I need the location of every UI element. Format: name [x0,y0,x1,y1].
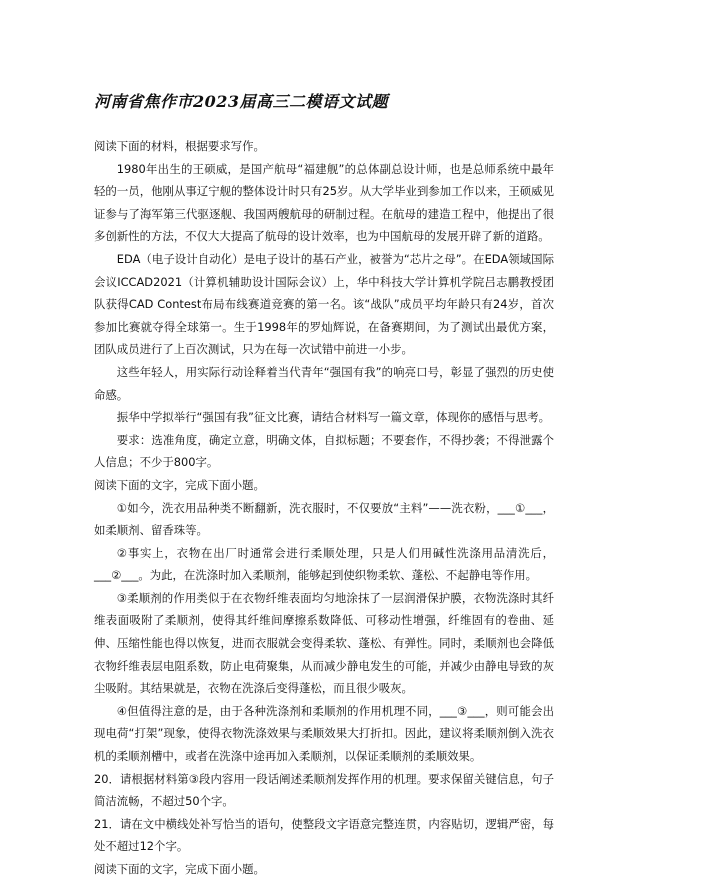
paragraph: 振华中学拟举行“强国有我”征文比赛，请结合材料写一篇文章，体现你的感悟与思考。 [116,410,551,425]
document-body [94,135,554,881]
paragraph: ①如今，洗衣用品种类不断翻新，洗衣服时，不仅要放“主料”——洗衣粉，___①___，如柔顺剂、留香珠等。 [94,500,554,538]
paragraph: 这些年轻人，用实际行动诠释着当代青年“强国有我”的响亮口号，彰显了强烈的历史使命感。 [94,364,554,402]
question-21: 21．请在文中横线处补写恰当的语句，使整段文字语意完整连贯，内容贴切，逻辑严密，每处不超过12个字。 [94,816,554,854]
paragraph: 阅读下面的材料，根据要求写作。 [94,139,265,153]
document-title: 河南省焦作市2023届高三二模语文试题 [94,92,389,111]
paragraph: 要求：选准角度，确定立意，明确文体，自拟标题；不要套作，不得抄袭；不得泄露个人信息；不少于800字。 [94,432,554,470]
paragraph: 阅读下面的文字，完成下面小题。 [94,477,265,492]
paragraph: ④但值得注意的是，由于各种洗涤剂和柔顺剂的作用机理不同，___③___，则可能会出现电荷“打架”现象，使得衣物洗涤效果与柔顺效果大打折扣。因此，建议将柔顺剂倒入洗衣机的柔顺剂槽中，或者在洗涤中途再加入柔顺剂，以保证柔顺剂的柔顺效果。 [94,703,554,764]
paragraph: 阅读下面的文字，完成下面小题。 [94,862,265,876]
paragraph: ③柔顺剂的作用类似于在衣物纤维表面均匀地涂抹了一层润滑保护膜，衣物洗涤时其纤维表面吸附了柔顺剂，使得其纤维间摩擦系数降低、可移动性增强，纤维固有的卷曲、延伸、压缩性能也得以恢复，进而衣服就会变得柔软、蓬松、有弹性。同时，柔顺剂也会降低衣物纤维表层电阻系数，防止电荷聚集，从而减少静电发生的可能，并减少由静电导致的灰尘吸附。其结果就是，衣物在洗涤后变得蓬松，而且很少吸灰。 [94,590,554,696]
paragraph: EDA（电子设计自动化）是电子设计的基石产业，被誉为“芯片之母”。在EDA领域国际会议ICCAD2021（计算机辅助设计国际会议）上，华中科技大学计算机学院吕志鹏教授团队获得CAD Contest布局布线赛道竞赛的第一名。该“战队”成员平均年龄只有24岁，首次参加比赛就夺得全球第一。生于1998年的罗灿辉说，在备赛期间，为了测试出最优方案，团队成员进行了上百次测试，只为在每一次试错中前进一小步。 [94,251,554,357]
paragraph: 1980年出生的王硕威，是国产航母“福建舰”的总体副总设计师，也是总师系统中最年轻的一员，他刚从事辽宁舰的整体设计时只有25岁。从大学毕业到参加工作以来，王硕威见证参与了海军第三代驱逐舰、我国两艘航母的研制过程。在航母的建造工程中，他提出了很多创新性的方法，不仅大大提高了航母的设计效率，也为中国航母的发展开辟了新的道路。 [94,161,554,244]
paragraph: ②事实上，衣物在出厂时通常会进行柔顺处理，只是人们用碱性洗涤用品清洗后，___②___。为此，在洗涤时加入柔顺剂，能够起到使织物柔软、蓬松、不起静电等作用。 [94,545,554,583]
question-20: 20．请根据材料第③段内容用一段话阐述柔顺剂发挥作用的机理。要求保留关键信息，句子简洁流畅，不超过50个字。 [94,771,554,809]
